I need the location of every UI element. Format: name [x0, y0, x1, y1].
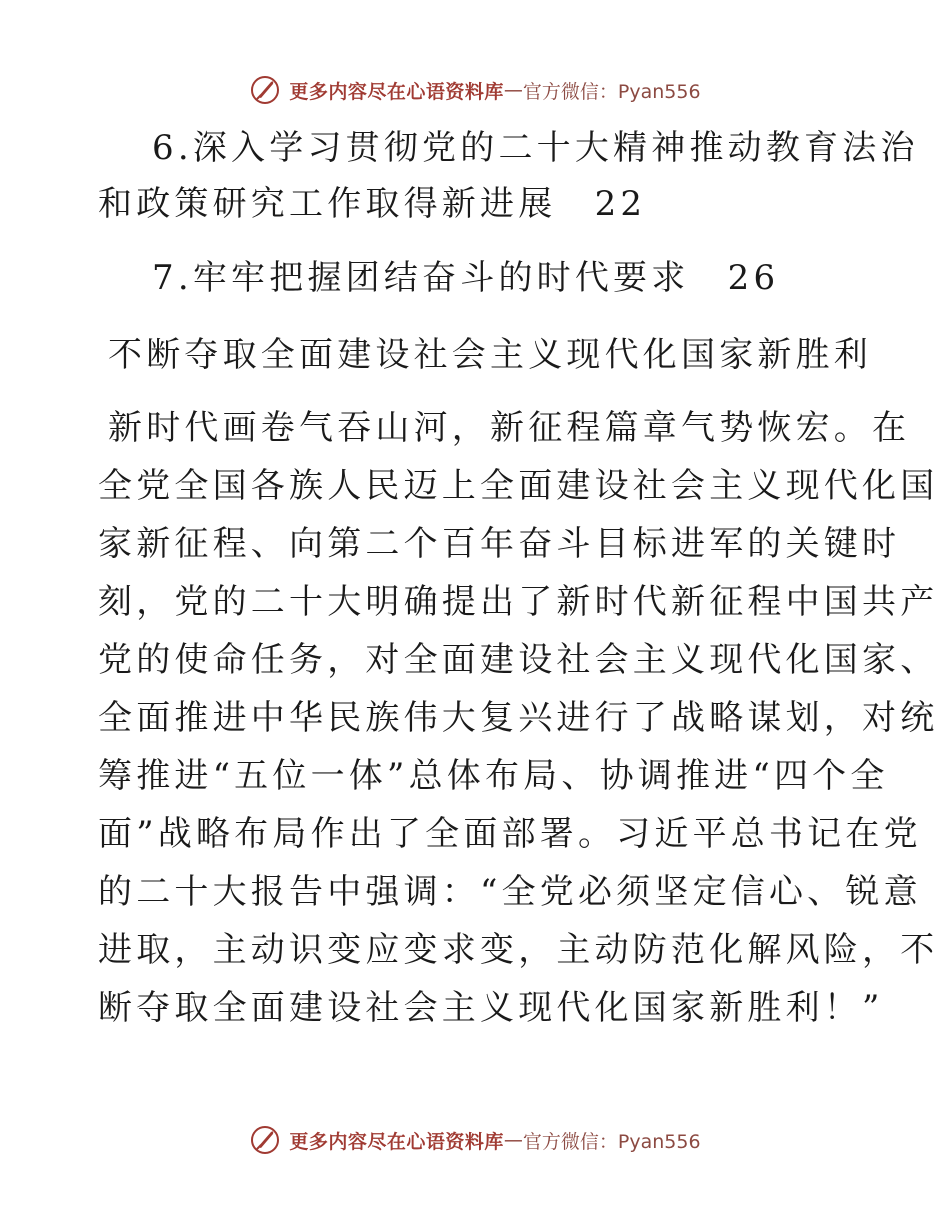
watermark-banner-bottom [0, 1120, 950, 1160]
toc-item-6-line2: 和政策研究工作取得新进展 22 [98, 184, 647, 224]
body-line: 党的使命任务，对全面建设社会主义现代化国家、 [98, 640, 939, 680]
watermark-banner-top [0, 70, 950, 110]
watermark-contact: 官方微信：Pyan556 [522, 1130, 701, 1153]
body-line: 全面推进中华民族伟大复兴进行了战略谋划，对统 [98, 698, 939, 738]
body-line: 刻，党的二十大明确提出了新时代新征程中国共产 [98, 582, 939, 622]
article-title: 不断夺取全面建设社会主义现代化国家新胜利 [108, 335, 872, 375]
body-line: 断夺取全面建设社会主义现代化国家新胜利！” [98, 988, 884, 1028]
body-line: 新时代画卷气吞山河，新征程篇章气势恢宏。在 [108, 408, 911, 448]
watermark-contact: 官方微信：Pyan556 [522, 80, 701, 103]
toc-item-6-line1: 6.深入学习贯彻党的二十大精神推动教育法治 [152, 128, 919, 168]
watermark-separator: — [503, 1129, 523, 1151]
body-line: 筹推进“五位一体”总体布局、协调推进“四个全 [98, 756, 889, 796]
watermark-text: 更多内容尽在心语资料库 [289, 80, 504, 103]
feather-pen-icon [249, 74, 281, 106]
feather-pen-icon [249, 1124, 281, 1156]
body-line: 的二十大报告中强调：“全党必须坚定信心、锐意 [98, 872, 922, 912]
body-line: 家新征程、向第二个百年奋斗目标进军的关键时 [98, 524, 901, 564]
watermark-separator: — [503, 79, 523, 101]
body-line: 面”战略布局作出了全面部署。习近平总书记在党 [98, 814, 922, 854]
body-line: 进取，主动识变应变求变，主动防范化解风险，不 [98, 930, 939, 970]
body-line: 全党全国各族人民迈上全面建设社会主义现代化国 [98, 466, 939, 506]
toc-item-7: 7.牢牢把握团结奋斗的时代要求 26 [152, 258, 780, 298]
watermark-text: 更多内容尽在心语资料库 [289, 1130, 504, 1153]
